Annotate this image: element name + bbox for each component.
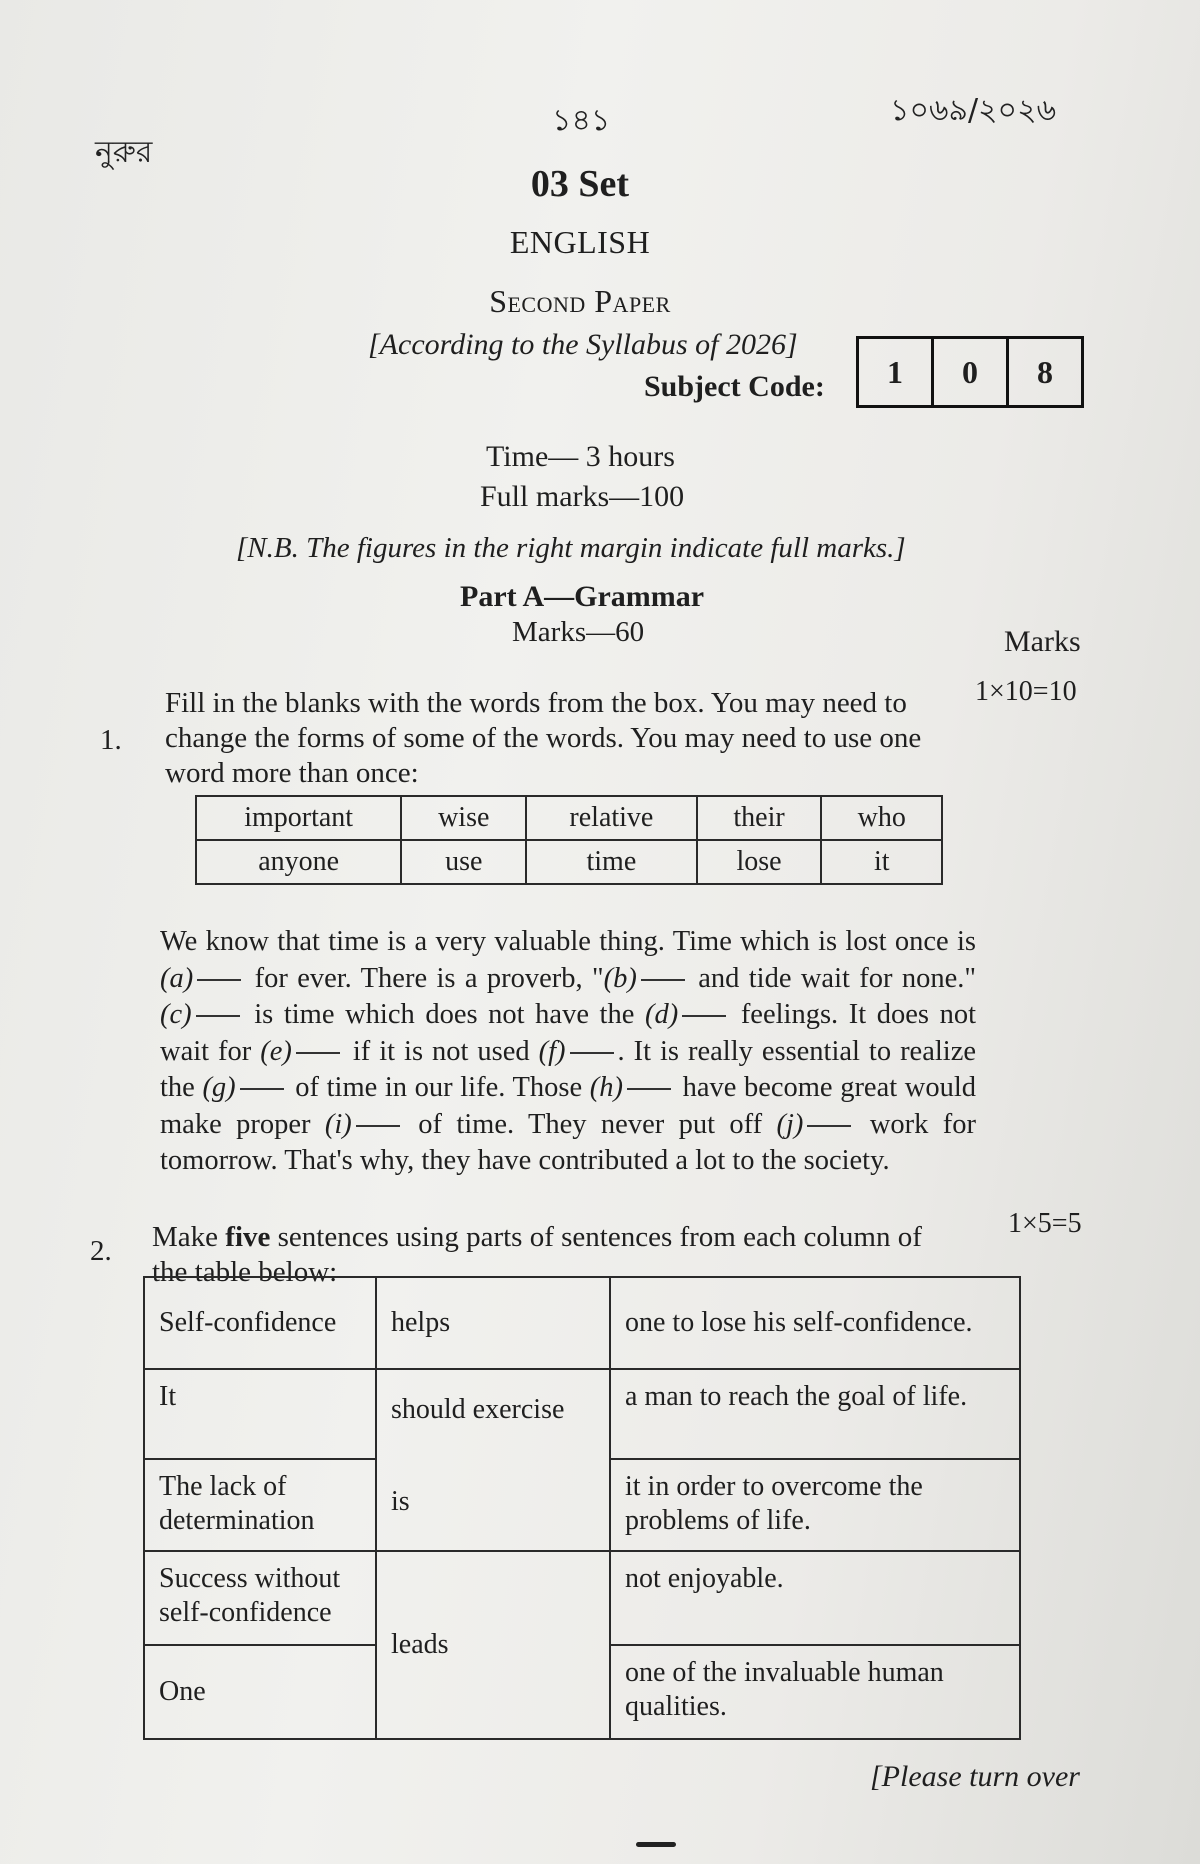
- col1-cell: It: [144, 1369, 376, 1459]
- table-row: [144, 1369, 1020, 1459]
- subject-code-label: Subject Code:: [644, 370, 825, 403]
- subject-code-digit: 8: [1037, 353, 1053, 390]
- word-box-cell: wise: [401, 796, 526, 840]
- word-box-cell: anyone: [196, 840, 401, 884]
- table-row: [144, 1277, 1020, 1369]
- col1-cell: One: [144, 1645, 376, 1739]
- word-box-cell: lose: [697, 840, 822, 884]
- header-left-word: নুরুর: [95, 135, 153, 170]
- instruction-line: Fill in the blanks with the words from the box. You may need to: [165, 687, 907, 719]
- col2-item: is: [391, 1486, 410, 1517]
- blank-label: (j): [776, 1108, 804, 1140]
- paper-code: ১০৬৯/২০২৬: [890, 93, 1057, 128]
- question-2-marks: 1×5=5: [1008, 1208, 1082, 1239]
- blank-label: (h): [589, 1072, 623, 1103]
- col3-cell: a man to reach the goal of life.: [610, 1369, 1020, 1459]
- passage-text: . It is really essential to realize the: [160, 1035, 976, 1103]
- instruction-text: sentences using parts of sentences from each column of: [270, 1221, 922, 1253]
- blank-label: (c): [160, 999, 192, 1030]
- instruction-line: change the forms of some of the words. You may need to use one: [165, 722, 922, 754]
- blank-line: [356, 1125, 400, 1127]
- word-box: [195, 795, 943, 885]
- blank-label: (g): [202, 1072, 236, 1103]
- instruction-bold: five: [225, 1221, 271, 1253]
- passage-text: work for tomorrow. That's why, they have contributed a lot to the society.: [160, 1108, 977, 1176]
- paper-title: Second Paper: [489, 283, 671, 319]
- blank-label: (i): [324, 1108, 352, 1140]
- part-title: Part A—Grammar: [460, 580, 705, 613]
- blank-label: (e): [260, 1035, 292, 1067]
- col3-cell: one to lose his self-confidence.: [610, 1277, 1020, 1369]
- subject-code-digit: 1: [859, 339, 934, 405]
- word-box-cell: their: [697, 796, 822, 840]
- question-1-passage: [160, 924, 976, 1180]
- blank-label: (d): [644, 999, 679, 1030]
- word-box-cell: it: [821, 840, 942, 884]
- col2-cell: [376, 1369, 610, 1551]
- subject-title: ENGLISH: [509, 224, 651, 260]
- sentence-table: [143, 1276, 1021, 1740]
- table-row: [144, 1551, 1020, 1645]
- blank-line: [196, 1015, 240, 1017]
- col2-item: should exercise: [391, 1394, 565, 1425]
- col1-cell: The lack of determination: [144, 1459, 376, 1551]
- instruction-line: word more than once:: [165, 757, 419, 789]
- blank-label: (f): [538, 1035, 566, 1067]
- blank-line: [296, 1052, 340, 1054]
- col1-cell: Success without self-confidence: [144, 1551, 376, 1645]
- col2-cell: leads: [376, 1551, 610, 1739]
- blank-line: [682, 1015, 726, 1017]
- blank-line: [240, 1088, 284, 1090]
- question-2-number: 2.: [90, 1235, 112, 1267]
- col3-cell: it in order to overcome the problems of life.: [610, 1459, 1020, 1551]
- instruction-line: the table below:: [152, 1256, 338, 1288]
- passage-text: if it is not used: [352, 1035, 530, 1067]
- word-box-cell: relative: [526, 796, 696, 840]
- blank-label: (b): [603, 962, 637, 994]
- exam-time: Time— 3 hours: [486, 440, 675, 473]
- col3-cell: one of the invaluable human qualities.: [610, 1645, 1020, 1739]
- full-marks: Full marks—100: [480, 480, 685, 513]
- passage-text: and tide wait for none.": [698, 962, 977, 994]
- passage-text: of time. They never put off: [418, 1108, 763, 1140]
- question-1-instruction: [165, 686, 965, 791]
- syllabus-note: [According to the Syllabus of 2026]: [368, 328, 798, 361]
- instruction-line: [152, 1220, 992, 1255]
- blank-line: [197, 979, 241, 981]
- passage-text: of time in our life. Those: [295, 1072, 583, 1103]
- blank-label: (a): [160, 962, 194, 994]
- col2-stack: [391, 1385, 595, 1535]
- blank-line: [807, 1125, 851, 1127]
- col1-cell: Self-confidence: [144, 1277, 376, 1369]
- set-title: 03 Set: [530, 163, 630, 205]
- nb-note: [N.B. The figures in the right margin indicate full marks.]: [236, 532, 906, 564]
- passage-text: feelings. It does not wait for: [160, 999, 977, 1067]
- word-box-cell: important: [196, 796, 401, 840]
- col2-cell: helps: [376, 1277, 610, 1369]
- blank-line: [641, 979, 685, 981]
- word-box-row: [196, 840, 942, 884]
- page-code: ১৪১: [552, 103, 611, 138]
- marks-heading: Marks: [1004, 625, 1081, 658]
- passage-text: for ever. There is a proverb, ": [254, 962, 604, 994]
- passage-text: is time which does not have the: [254, 999, 635, 1030]
- word-box-row: [196, 796, 942, 840]
- passage-text: We know that time is a very valuable thing. Time which is lost once is: [160, 926, 976, 957]
- question-1-marks: 1×10=10: [975, 676, 1077, 707]
- question-1-number: 1.: [100, 724, 122, 756]
- page-dash: [636, 1842, 676, 1847]
- subject-code-digit: 0: [934, 339, 1009, 405]
- col3-cell: not enjoyable.: [610, 1551, 1020, 1645]
- word-box-cell: time: [526, 840, 696, 884]
- blank-line: [570, 1052, 614, 1054]
- turn-over-note: [Please turn over: [870, 1760, 1080, 1793]
- word-box-cell: who: [821, 796, 942, 840]
- passage-text: have become great would make proper: [160, 1072, 977, 1140]
- blank-line: [627, 1088, 671, 1090]
- part-marks: Marks—60: [512, 616, 645, 648]
- instruction-text: Make: [152, 1221, 226, 1253]
- word-box-cell: use: [401, 840, 526, 884]
- subject-code-box: [856, 336, 1084, 408]
